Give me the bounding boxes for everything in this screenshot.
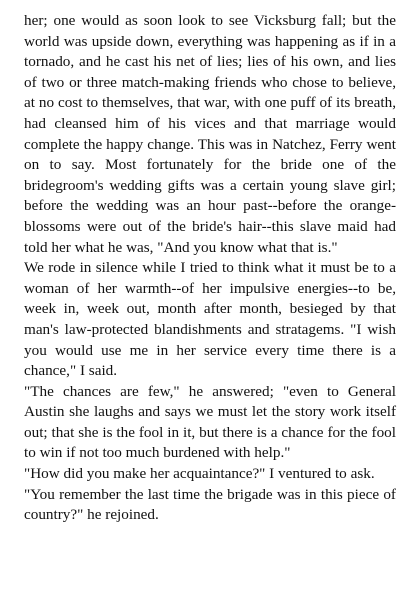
- paragraph-1: her; one would as soon look to see Vicksburg fall; but the world was upside down, everything was happening as if in a tornado, and he cast his net of lies; lies of his own, and lies of two or three match-making friends who chose to believe, at no cost to themselves, that war, with one puff of its breath, had cleansed him of his vices and that marriage would complete the happy change. This was in Natchez, Ferry went on to say. Most fortunately for the bride one of the bridegroom's wedding gifts was a certain young slave girl; before the wedding was an hour past--before the orange-blossoms were out of the bride's hair--this slave maid had told her what he was, "And you know what that is.": [24, 12, 396, 256]
- paragraph-5: "You remember the last time the brigade was in this piece of country?" he rejoined.: [24, 485, 396, 524]
- page-text: [24, 11, 396, 526]
- paragraph-3: "The chances are few," he answered; "even to General Austin she laughs and says we must let the story work itself out; that she is the fool in it, but there is a chance for the fool to win if not too much burdened with help.": [24, 382, 396, 462]
- paragraph-2: We rode in silence while I tried to think what it must be to a woman of her warmth--of her impulsive energies--to be, week in, week out, month after month, besieged by that man's law-protected blandishments and stratagems. "I wish you would use me in her service every time there is a chance," I said.: [24, 259, 396, 380]
- paragraph-4: "How did you make her acquaintance?" I ventured to ask.: [24, 465, 375, 483]
